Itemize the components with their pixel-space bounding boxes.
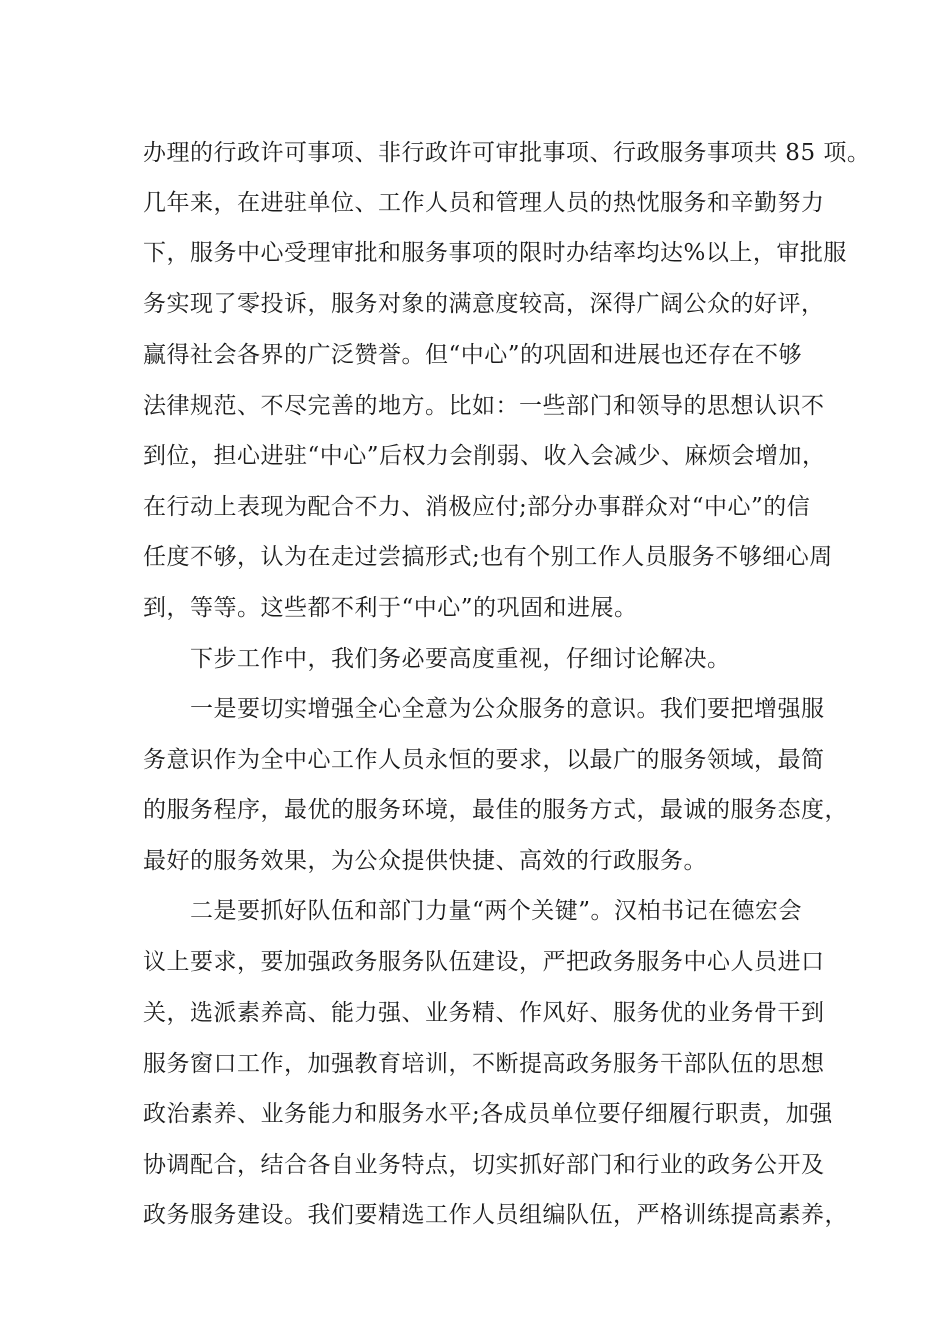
paragraph-intro: 下步工作中，我们务必要高度重视，仔细讨论解决。 bbox=[190, 646, 731, 672]
text-line: 下，服务中心受理审批和服务事项的限时办结率均达%以上，审批服 bbox=[143, 240, 847, 266]
text-line: 法律规范、不尽完善的地方。比如：一些部门和领导的思想认识不 bbox=[143, 393, 825, 419]
text-line: 政治素养、业务能力和服务水平;各成员单位要仔细履行职责，加强 bbox=[143, 1101, 833, 1127]
text-line: 任度不够，认为在走过尝搞形式;也有个别工作人员服务不够细心周 bbox=[143, 544, 833, 570]
text-line: 关，选派素养高、能力强、业务精、作风好、服务优的业务骨干到 bbox=[143, 1000, 825, 1026]
text-line: 务实现了零投诉，服务对象的满意度较高，深得广阔公众的好评， bbox=[143, 291, 825, 317]
text-line: 在行动上表现为配合不力、消极应付;部分办事群众对“中心”的信 bbox=[143, 494, 811, 520]
text-line: 服务窗口工作，加强教育培训，不断提高政务服务干部队伍的思想 bbox=[143, 1051, 825, 1077]
text-line: 协调配合，结合各自业务特点，切实抓好部门和行业的政务公开及 bbox=[143, 1152, 825, 1178]
text-line: 的服务程序，最优的服务环境，最佳的服务方式，最诚的服务态度， bbox=[143, 797, 848, 823]
text-line: 到，等等。这些都不利于“中心”的巩固和进展。 bbox=[143, 595, 638, 621]
text-line: 政务服务建设。我们要精选工作人员组编队伍，严格训练提高素养， bbox=[143, 1202, 848, 1228]
text-line: 到位，担心进驻“中心”后权力会削弱、收入会减少、麻烦会增加， bbox=[143, 443, 826, 469]
paragraph-second-point: 二是要抓好队伍和部门力量“两个关键”。汉柏书记在德宏会 bbox=[190, 898, 803, 924]
text-line: 务意识作为全中心工作人员永恒的要求，以最广的服务领域，最简 bbox=[143, 747, 825, 773]
text-line: 办理的行政许可事项、非行政许可审批事项、行政服务事项共 85 项。 bbox=[143, 140, 871, 166]
text-line: 赢得社会各界的广泛赞誉。但“中心”的巩固和进展也还存在不够 bbox=[143, 342, 803, 368]
text-line: 议上要求，要加强政务服务队伍建设，严把政务服务中心人员进口 bbox=[143, 949, 825, 975]
paragraph-first-point: 一是要切实增强全心全意为公众服务的意识。我们要把增强服 bbox=[190, 696, 825, 722]
text-line: 最好的服务效果，为公众提供快捷、高效的行政服务。 bbox=[143, 848, 707, 874]
text-line: 几年来，在进驻单位、工作人员和管理人员的热忱服务和辛勤努力 bbox=[143, 190, 825, 216]
